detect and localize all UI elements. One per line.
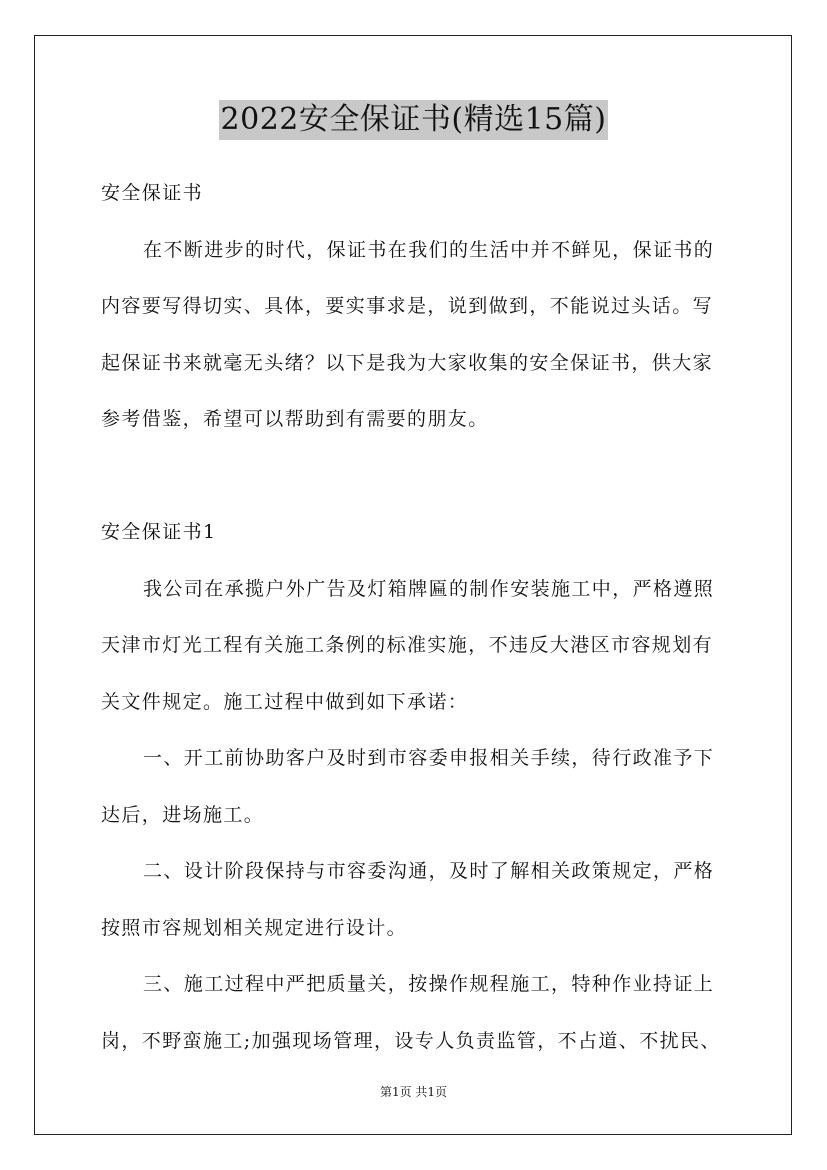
paragraph-line: 在不断进步的时代，保证书在我们的生活中并不鲜见，保证书的	[143, 238, 715, 261]
paragraph-line: 达后，进场施工。	[101, 803, 265, 826]
document-body	[101, 165, 731, 1069]
paragraph-line: 二、设计阶段保持与市容委沟通，及时了解相关政策规定，严格	[143, 860, 715, 882]
blank-line	[101, 448, 731, 505]
paragraph-line: 参考借鉴，希望可以帮助到有需要的朋友。	[101, 408, 489, 430]
paragraph-line: 按照市容规划相关规定进行设计。	[101, 916, 408, 939]
section-heading: 安全保证书	[101, 182, 204, 204]
section-heading-1: 安全保证书1	[101, 521, 217, 543]
paragraph-line: 起保证书来就毫无头绪？以下是我为大家收集的安全保证书，供大家	[101, 351, 714, 374]
document-title: 2022安全保证书(精选15篇)	[219, 100, 609, 140]
title-container	[0, 100, 827, 140]
paragraph-line: 岗，不野蛮施工;加强现场管理，设专人负责监管，不占道、不扰民、	[101, 1029, 721, 1052]
paragraph-line: 三、施工过程中严把质量关，按操作规程施工，特种作业持证上	[143, 973, 715, 995]
paragraph-line: 关文件规定。施工过程中做到如下承诺：	[101, 690, 469, 713]
paragraph-line: 一、开工前协助客户及时到市容委申报相关手续，待行政准予下	[143, 747, 715, 769]
page-footer: 第1页 共1页	[379, 1085, 448, 1099]
paragraph-line: 我公司在承揽户外广告及灯箱牌匾的制作安装施工中，严格遵照	[143, 577, 715, 600]
paragraph-line: 内容要写得切实、具体，要实事求是，说到做到，不能说过头话。写	[101, 295, 714, 317]
paragraph-line: 天津市灯光工程有关施工条例的标准实施，不违反大港区市容规划有	[101, 634, 714, 656]
